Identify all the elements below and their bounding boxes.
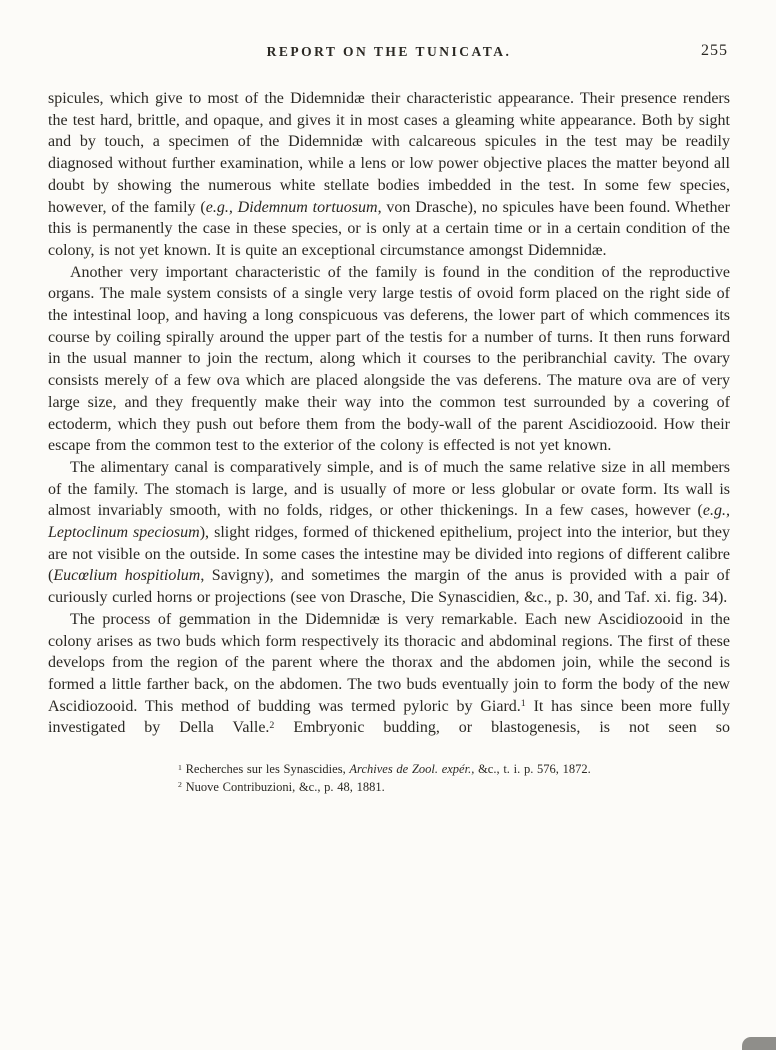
text-run: The process of gemmation in the Didemnidæ is very remarkable. Each new Ascidiozooid in the colony arises as two buds which form respectively its thoracic and abdominal regions. The first of these develops from the region of the parent where the thorax and the abdomen join, while the second is formed a little farther back, on the abdomen. The two buds eventually join to form the body of the new Ascidiozooid. This method of budding was termed pyloric by Giard. bbox=[48, 610, 730, 715]
footnotes-container bbox=[178, 761, 730, 796]
page-header bbox=[48, 44, 730, 64]
text-run: ), slight ridges, formed of thickened epithelium, project into the interior, but they are not visible on the outside. In some cases the intestine may be divided into regions of different calibre ( bbox=[48, 524, 730, 585]
italic-text: Archives de Zool. expér., bbox=[349, 762, 475, 777]
footnote-2 bbox=[178, 779, 730, 797]
footnote-ref: 1 bbox=[520, 698, 526, 710]
text-run: , von Drasche), no spicules have been found. Whether this is permanently the case in these species, or is only at a certain time or in a certain condition of the colony, is not yet known. It is quite an exceptional circumstance amongst Didemnidæ. bbox=[48, 198, 730, 259]
paragraph-4 bbox=[48, 609, 730, 739]
italic-text: e.g., Leptoclinum speciosum bbox=[48, 502, 730, 542]
italic-text: e.g., Didemnum tortuosum bbox=[205, 198, 378, 216]
text-run: The alimentary canal is comparatively simple, and is of much the same relative size in all members of the family. The stomach is large, and is usually of more or less globular or ovate form. Its wall is almost invariably smooth, with no folds, ridges, or other thickenings. In a few cases, however ( bbox=[48, 458, 730, 520]
paragraph-3 bbox=[48, 457, 730, 609]
text-run: Nuove Contribuzioni, &c., p. 48, 1881. bbox=[181, 779, 385, 794]
text-run: , Savigny), and sometimes the margin of the anus is provided with a pair of curiously curled horns or projections (see von Drasche, Die Synascidien, &c., p. 30, and Taf. xi. fig. 34). bbox=[48, 567, 731, 607]
paragraphs-container bbox=[48, 88, 730, 739]
text-run: Recherches sur les Synascidies, bbox=[181, 762, 350, 777]
body-text bbox=[48, 88, 730, 796]
page-number: 255 bbox=[701, 42, 728, 59]
paragraph-1 bbox=[48, 88, 730, 262]
italic-text: Eucœlium hospitiolum bbox=[53, 567, 201, 585]
footnote-ref: 2 bbox=[269, 719, 275, 731]
scan-artifact bbox=[742, 1037, 776, 1050]
footnote-marker: 2 bbox=[178, 780, 182, 790]
footnote-1 bbox=[178, 761, 730, 779]
text-run: It has since been more fully investigated by Della Valle. bbox=[48, 697, 730, 737]
footnote-marker: 1 bbox=[178, 762, 182, 772]
text-run: Another very important characteristic of the family is found in the condition of the reproductive organs. The male system consists of a single very large testis of ovoid form placed on the right side of the intestinal loop, and having a long conspicuous vas deferens, the lower part of which commences its course by coiling spirally around the upper part of the testis for a number of turns. It then runs forward in the usual manner to join the rectum, along which it courses to the peribranchial cavity. The ovary consists merely of a few ova which are placed alongside the vas deferens. The mature ova are of very large size, and they frequently make their way into the common test surrounded by a covering of ectoderm, which they push out before them from the body-wall of the parent Ascidiozooid. How their escape from the common test to the exterior of the colony is effected is not yet known. bbox=[48, 263, 730, 455]
paragraph-2 bbox=[48, 262, 730, 457]
text-run: spicules, which give to most of the Didemnidæ their characteristic appearance. Their presence renders the test hard, brittle, and opaque, and gives it in most cases a gleaming white appearance. Both by sight and by touch, a specimen of the Didemnidæ with calcareous spicules in the test may be readily diagnosed without further examination, while a lens or low power objective places the matter beyond all doubt by showing the numerous white stellate bodies imbedded in the test. In some few species, however, of the family ( bbox=[48, 90, 730, 216]
text-run: &c., t. i. p. 576, 1872. bbox=[474, 762, 591, 777]
running-title: REPORT ON THE TUNICATA. bbox=[266, 44, 512, 59]
text-run: Embryonic budding, or blastogenesis, is not seen so bbox=[274, 719, 730, 737]
